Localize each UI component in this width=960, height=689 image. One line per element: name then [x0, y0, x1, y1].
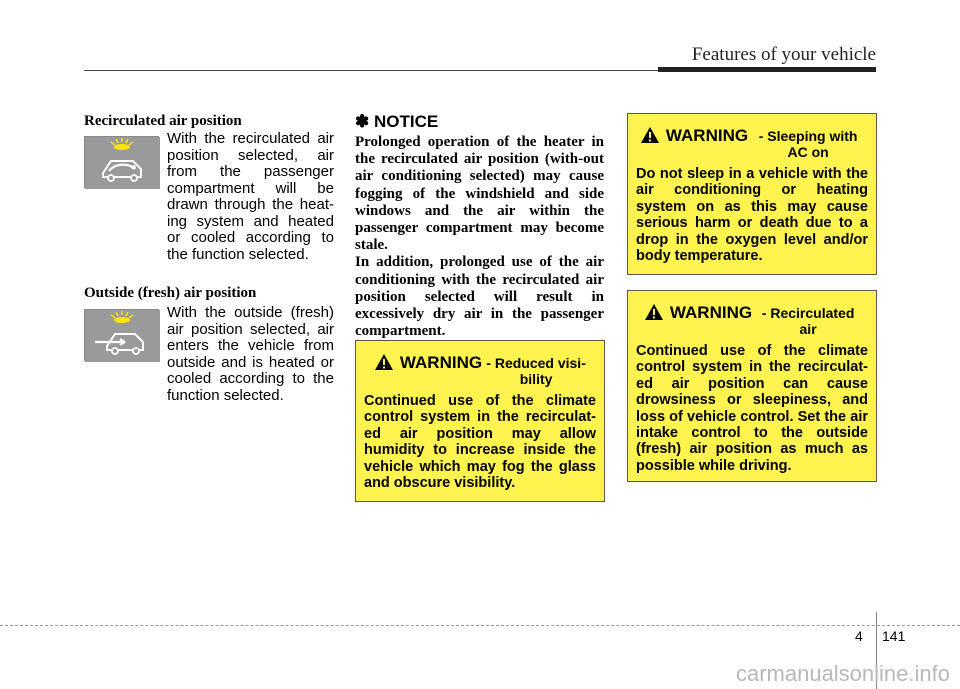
warning-body: Continued use of the climate control system in the recirculat-ed air position can cause drowsiness or sleepiness, and loss of vehicle control. Set the air intake control to the outside (fresh) air position as much as possible while driving.: [636, 343, 868, 474]
warning-subtitle: - Sleeping with AC on: [758, 128, 858, 160]
notice-symbol-icon: ✽: [355, 112, 370, 131]
notice-title: NOTICE: [373, 112, 439, 131]
recirculated-air-icon: [85, 137, 160, 189]
outside-air-description: With the outside (fresh) air position selected, air enters the vehicle from outside and is heated or cooled according to the function selected.: [167, 304, 334, 404]
outside-air-icon: [85, 310, 160, 362]
warning-reduced-visibility: [355, 340, 605, 502]
page-header-title: Features of your vehicle: [691, 44, 876, 65]
footer-rule: [0, 625, 960, 626]
header-rule-accent: [658, 67, 876, 72]
warning-subtitle: - Reduced visi-bility: [486, 355, 586, 387]
chapter-number: 4: [855, 628, 863, 644]
warning-triangle-icon: [640, 126, 660, 144]
outside-air-button-illustration: [84, 309, 159, 361]
page-number: 141: [882, 628, 906, 644]
warning-sleeping-with-ac: [627, 113, 877, 275]
warning-body: Do not sleep in a vehicle with the air conditioning or heating system on as this may cause serious harm or death due to a drop in the oxygen level and/or body temperature.: [636, 166, 868, 265]
warning-title: WARNING: [399, 353, 483, 372]
notice-paragraph-1: Prolonged operation of the heater in the recirculated air position (with-out air conditioning selected) may cause fogging of the windshield and side windows and the air within the passenger compartment may become stale.: [355, 134, 604, 254]
notice-body: [355, 134, 604, 340]
recirculated-air-heading: Recirculated air position: [84, 113, 242, 129]
warning-triangle-icon: [374, 353, 394, 371]
recirculated-air-button-illustration: [84, 136, 159, 188]
warning-triangle-icon: [644, 303, 664, 321]
warning-subtitle: - Recirculated air: [761, 305, 855, 337]
warning-title: WARNING: [665, 126, 749, 145]
warning-body: Continued use of the climate control system in the recirculat-ed air position may allow humidity to increase inside the vehicle which may fog the glass and obscure visibility.: [364, 393, 596, 492]
watermark-text: carmanualsonline.info: [735, 661, 950, 686]
warning-title: WARNING: [669, 303, 753, 322]
notice-heading: [355, 112, 438, 132]
warning-recirculated-air: [627, 290, 877, 482]
outside-air-heading: Outside (fresh) air position: [84, 285, 257, 301]
recirculated-air-description: With the recirculated air position selected, air from the passenger compartment will be drawn through the heat-ing system and heated or cooled according to the function selected.: [167, 130, 334, 263]
notice-paragraph-2: In addition, prolonged use of the air conditioning with the recirculated air position selected will result in excessively dry air in the passenger compartment.: [355, 254, 604, 340]
